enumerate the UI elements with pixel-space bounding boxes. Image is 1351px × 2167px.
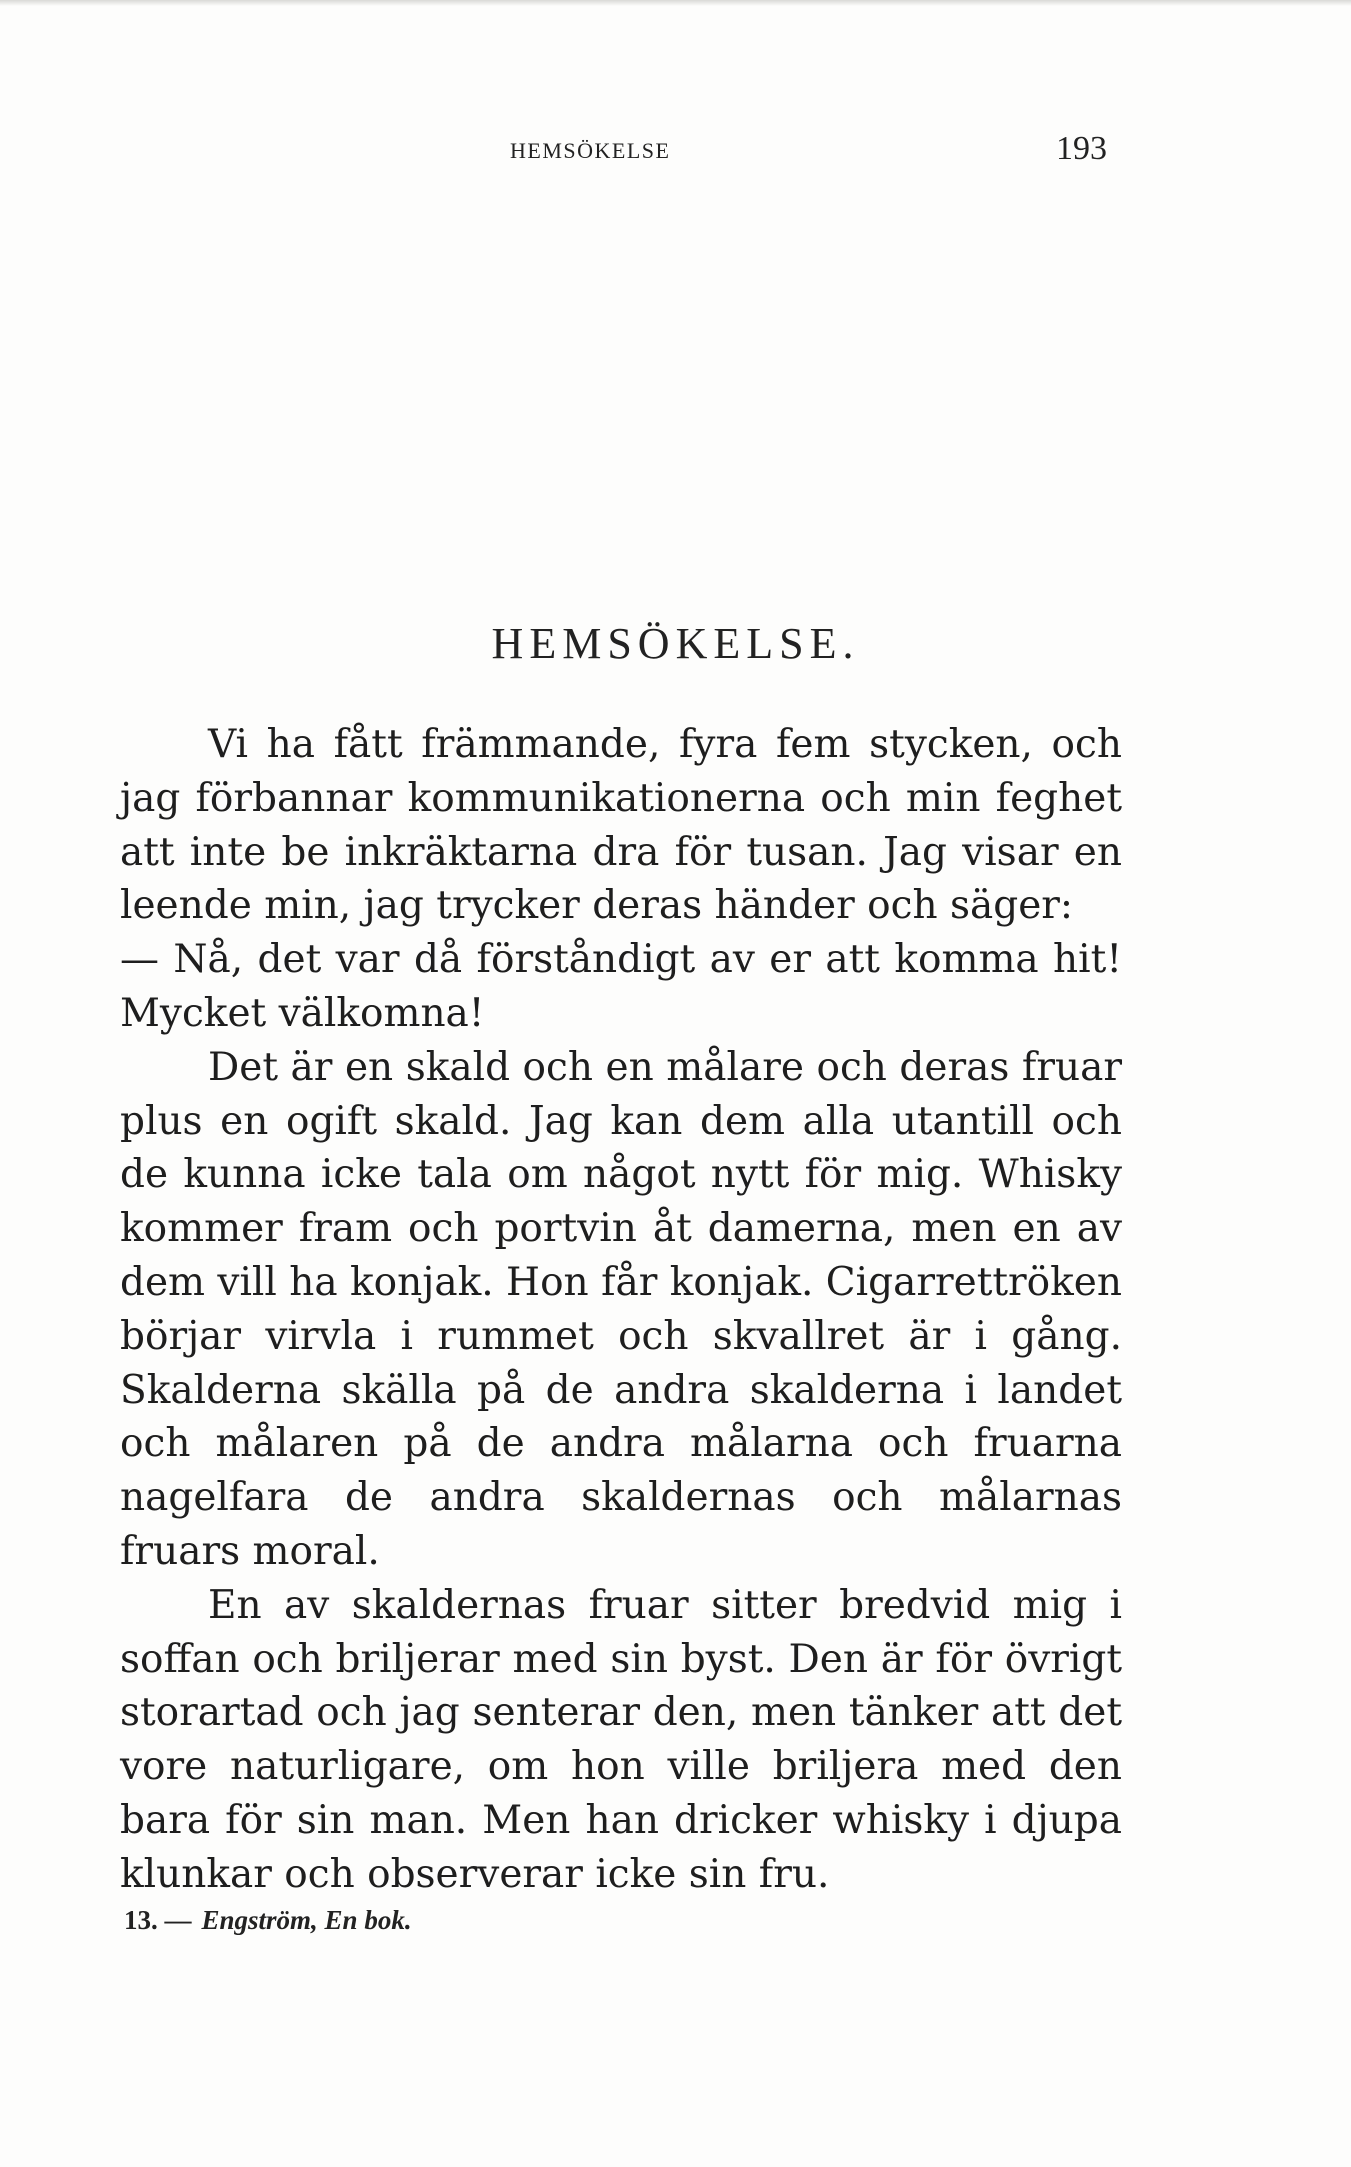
chapter-title: HEMSÖKELSE. [491, 619, 860, 668]
signature-mark: 13. — [124, 1905, 192, 1935]
dialogue-paragraph: — Nå, det var då förståndigt av er att komma hit! Mycket välkomna! [120, 937, 1122, 1036]
paragraph: Det är en skald och en målare och deras fruar plus en ogift skald. Jag kan dem alla utantill och de kunna icke tala om något nytt för mig. Whisky kommer fram och portvin åt damerna, men en av dem vill ha konjak. Hon får konjak. Cigarrettröken börjar virvla i rummet och skvallret är i gång. Skalderna skälla på de andra skalderna i landet och målaren på de andra målarna och fruarna nagelfara de andra skaldernas och målarnas fruars moral. [120, 1044, 1122, 1574]
paragraph: En av skaldernas fruar sitter bredvid mig i soffan och briljerar med sin byst. Den är för övrigt storartad och jag senterar den, men tänker att det vore naturligare, om hon ville briljera med den bara för sin man. Men han dricker whisky i djupa klunkar och observerar icke sin fru. [120, 1582, 1122, 1897]
page-number: 193 [1056, 130, 1107, 167]
source-line: Engström, En bok. [201, 1905, 412, 1935]
signature-footer [124, 1905, 412, 1936]
page-edge-shadow [0, 0, 1351, 6]
paragraph: Vi ha fått främmande, fyra fem stycken, och jag förbannar kommunikationerna och min feghet att inte be inkräktarna dra för tusan. Jag visar en leende min, jag trycker deras händer och säger: [120, 722, 1122, 929]
running-head: HEMSÖKELSE [510, 138, 671, 163]
body-text [120, 718, 1122, 1902]
